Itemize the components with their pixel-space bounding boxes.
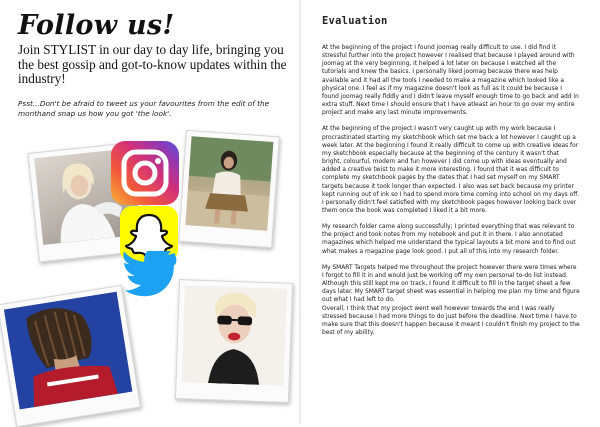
intro-text: Join STYLIST in our day to day life, bringing you the best gossip and got-to-know updates within the industry! (18, 42, 287, 86)
twitter-icon[interactable] (121, 251, 181, 307)
evaluation-paragraph: At the beginning of the project I wasn't very caught up with my work because I procrastinated starting my sketchbook which set me back a lot however I caught up a week later. At the beginning I found it really difficult to come up with creative ideas for my sketchbook especially because at the beginning of the century it wasn't that bright, colourful, modern and fun however I did come up with ideas eventually and added a creative twist to make it more interesting. I found that it was difficult to complete my sketchbook pages by the dates that I had set myself on my SMART targets because it took longer than expected. I also was set back because my printer kept running out of ink so I had to spend more time coming into school on my days off. I personally didn't feel satisfied with my sketchbook pages however looking back over them once the book was completed I liked it a bit more. (322, 126, 580, 214)
page-gutter (299, 0, 301, 424)
evaluation-body (322, 44, 580, 345)
evaluation-paragraph: At the beginning of the project I found joomag really difficult to use. I did find it stressful further into the project however I realised that because I played around with joomag at the very beginning, it helped a lot later on because I watched all the tutorials and knew the basics. I personally liked joomag because there was help available and it had all the tools I needed to make a magazine which looked like a physical one. I feel as if my magazine doesn't look as full as it could be because I found joomag really fiddly and I didn't leave myself enough time to go back and add in extra stuff. Next time I should ensure that I have atleast an hour to go over my entire project and make any last minute improvements. (322, 45, 579, 117)
polaroid-photo-braids (0, 285, 141, 427)
evaluation-paragraph: My SMART Targets helped me throughout the project however there were times where I forgot to fill it in and would just be working off my own personal to-do list instead. Although this still kept me on track, I found it difficult to fill in the target sheet a few days later. My SMART target sheet was essential in helping me plan my time and figure out what I had left to do. (322, 264, 580, 304)
psst-note: Psst...Don't be afraid to tweet us your favourites from the edit of the monthand snap us how you got 'the look'. (18, 99, 270, 118)
evaluation-paragraph: Overall, I think that my project went well however towards the end I was really stressed because I had more things to do just before the deadline. Next time I have to make sure that this doesn't happen because it meant I couldn't finish my project to the best of my ability. (322, 305, 580, 336)
photo-seated-woman (185, 136, 273, 231)
photo-sunglasses-woman (182, 285, 287, 386)
photo-braids (4, 292, 132, 410)
polaroid-photo-seated-woman (178, 130, 280, 248)
evaluation-paragraph: My research folder came along successfully; I printed everything that was relevant to the project and took notes from my notebook and put it in there. I also annotated magazines which helped me understand the typical layouts a bit more and to find out what makes a magazine page look good. I put all of this into my research folder. (322, 224, 576, 255)
evaluation-heading: Evaluation (322, 15, 388, 27)
follow-us-title: Follow us! (18, 10, 175, 41)
instagram-icon[interactable] (111, 141, 179, 205)
polaroid-photo-sunglasses-woman (175, 279, 293, 403)
